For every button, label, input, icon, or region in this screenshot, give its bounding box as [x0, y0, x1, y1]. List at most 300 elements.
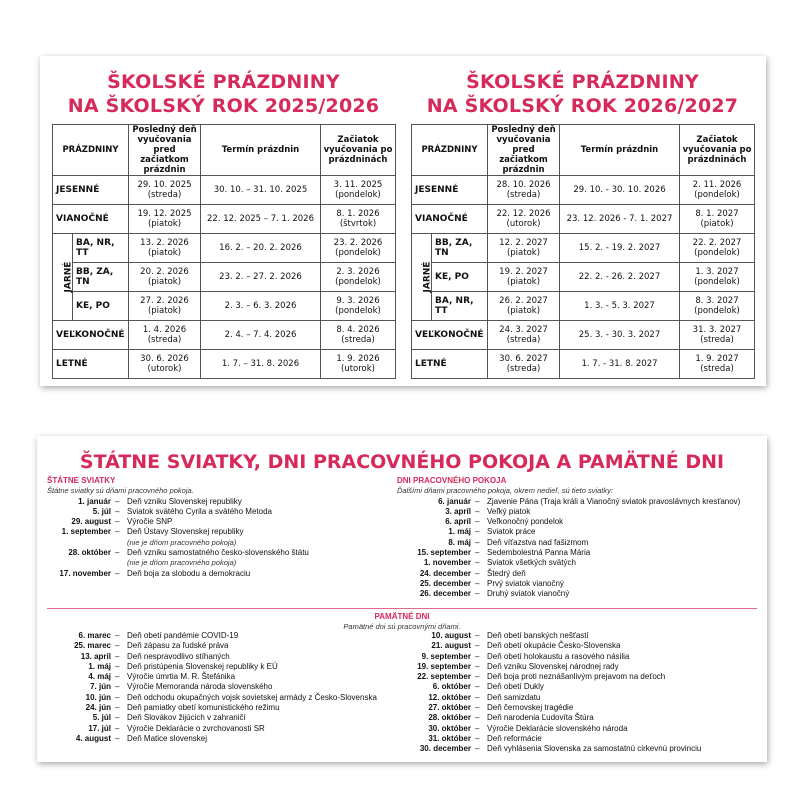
- item-date: 5. júl: [92, 713, 111, 723]
- start-cell: [680, 205, 755, 234]
- list-item: [397, 641, 763, 651]
- start-cell: [321, 176, 396, 205]
- item-description: Veľkonočný pondelok: [487, 517, 564, 527]
- item-date: 31. október: [428, 733, 471, 743]
- term-cell: 15. 2. - 19. 2. 2027: [560, 234, 680, 263]
- start-cell: [680, 263, 755, 292]
- school-year-block: [52, 70, 395, 379]
- start-weekday: (pondelok): [335, 248, 381, 258]
- spring-label-cell: [53, 234, 73, 321]
- list-item: [47, 507, 387, 517]
- item-dash: –: [115, 703, 120, 713]
- spring-label: JARNÉ: [422, 261, 433, 293]
- school-title-line1: ŠKOLSKÉ PRÁZDNINY: [466, 71, 699, 93]
- item-dash: –: [475, 713, 480, 723]
- header-cell: Termín prázdnin: [560, 125, 680, 176]
- list-item: [47, 693, 387, 703]
- start-date: 1. 9. 2026: [336, 354, 380, 364]
- last-day-weekday: (piatok): [147, 219, 182, 229]
- item-description: Deň vzniku Slovenskej republiky: [127, 496, 242, 506]
- list-item: [397, 507, 763, 517]
- last-day-date: 1. 4. 2026: [142, 325, 187, 335]
- last-day-date: 20. 2. 2026: [140, 267, 189, 277]
- row-label: VIANOČNÉ: [53, 205, 129, 234]
- start-cell: [680, 350, 755, 379]
- item-description: Deň reformácie: [487, 733, 542, 743]
- item-date: 3. apríl: [445, 506, 471, 516]
- item-text: [487, 744, 763, 754]
- list-item: [397, 724, 763, 734]
- item-date: 28. október: [428, 713, 471, 723]
- item-description: Deň vyhlásenia Slovenska za samostatnú cirkevnú provinciu: [487, 744, 702, 754]
- school-year-block: [411, 70, 754, 379]
- item-description: Deň obetí pandémie COVID-19: [127, 631, 239, 640]
- item-dash: –: [475, 506, 480, 516]
- item-dash: –: [115, 682, 120, 692]
- start-date: 3. 11. 2025: [333, 180, 383, 190]
- list-item: [47, 724, 387, 734]
- item-description: Deň vzniku Slovenskej národnej rady: [487, 661, 619, 671]
- start-weekday: (utorok): [341, 364, 375, 374]
- item-text: [127, 662, 387, 672]
- table-row: [53, 321, 396, 350]
- start-weekday: (pondelok): [335, 277, 381, 287]
- item-description: Deň víťazstva nad fašizmom: [487, 537, 589, 547]
- table-row: [412, 350, 755, 379]
- start-date: 8. 1. 2026: [336, 209, 380, 219]
- start-weekday: (pondelok): [335, 190, 381, 200]
- term-cell: 30. 10. – 31. 10. 2025: [201, 176, 321, 205]
- item-date: 1. máj: [448, 527, 471, 537]
- item-date: 1. január: [78, 496, 111, 506]
- table-row: [412, 321, 755, 350]
- item-description: Sedembolestná Panna Mária: [487, 548, 591, 558]
- last-day-date: 12. 2. 2027: [499, 238, 548, 248]
- start-weekday: (streda): [341, 335, 375, 345]
- item-description: Deň Matice slovenskej: [127, 733, 208, 743]
- list-item: [47, 569, 387, 579]
- region-label: KE, PO: [73, 292, 129, 321]
- list-item: [47, 662, 387, 672]
- school-title-line1: ŠKOLSKÉ PRÁZDNINY: [107, 71, 340, 93]
- item-dash: –: [115, 672, 120, 682]
- term-cell: 16. 2. – 20. 2. 2026: [201, 234, 321, 263]
- table-row: [412, 292, 755, 321]
- list-item: [47, 548, 387, 569]
- list-item: [397, 497, 763, 507]
- last-day-cell: [129, 263, 201, 292]
- table-row: [53, 263, 396, 292]
- item-text: [487, 641, 763, 651]
- item-date: 24. jún: [85, 703, 111, 713]
- region-label: BA, NR, TT: [432, 292, 488, 321]
- item-text: [127, 527, 387, 548]
- item-dash: –: [475, 548, 480, 558]
- last-day-cell: [129, 176, 201, 205]
- school-holidays-card: [40, 56, 766, 386]
- item-description: Štedrý deň: [487, 568, 526, 578]
- spring-label-cell: [412, 234, 432, 321]
- item-text: [127, 724, 387, 734]
- item-description: Deň pamiatky obetí komunistického režimu: [127, 703, 280, 713]
- list-item: [47, 517, 387, 527]
- item-date: 30. december: [419, 744, 471, 754]
- item-description: Deň samizdatu: [487, 692, 541, 702]
- item-date: 6. január: [438, 496, 471, 506]
- item-description: Deň zápasu za ľudské práva: [127, 641, 229, 651]
- item-subnote: (nie je dňom pracovného pokoja): [127, 558, 237, 568]
- item-text: [127, 682, 387, 692]
- start-date: 9. 3. 2026: [336, 296, 380, 306]
- last-day-date: 30. 6. 2027: [499, 354, 548, 364]
- start-cell: [680, 292, 755, 321]
- item-date: 28. október: [68, 548, 111, 558]
- item-dash: –: [115, 723, 120, 733]
- start-cell: [321, 205, 396, 234]
- item-description: Prvý sviatok vianočný: [487, 578, 564, 588]
- term-cell: 23. 2. – 27. 2. 2026: [201, 263, 321, 292]
- last-day-cell: [129, 321, 201, 350]
- last-day-date: 30. 6. 2026: [140, 354, 189, 364]
- item-date: 6. október: [432, 682, 471, 692]
- last-day-cell: [488, 350, 560, 379]
- item-dash: –: [115, 641, 120, 651]
- item-dash: –: [475, 744, 480, 754]
- item-date: 19. september: [417, 661, 471, 671]
- term-cell: 1. 7. - 31. 8. 2027: [560, 350, 680, 379]
- item-dash: –: [475, 527, 480, 537]
- item-description: Výročie Deklarácie slovenského národa: [487, 723, 628, 733]
- item-dash: –: [115, 506, 120, 516]
- list-item: [397, 703, 763, 713]
- header-cell: Začiatok vyučovania po prázdninách: [680, 125, 755, 176]
- item-date: 27. október: [428, 703, 471, 713]
- item-description: Druhý sviatok vianočný: [487, 589, 570, 599]
- last-day-cell: [488, 263, 560, 292]
- item-date: 6. marec: [78, 631, 111, 640]
- last-day-cell: [488, 321, 560, 350]
- item-text: [487, 497, 763, 507]
- memorial-days-right: [397, 631, 763, 755]
- item-text: [487, 693, 763, 703]
- item-description: Výročie Deklarácie o zvrchovanosti SR: [127, 723, 265, 733]
- list-item: [397, 517, 763, 527]
- item-dash: –: [115, 517, 120, 527]
- table-row: [412, 234, 755, 263]
- state-holidays-heading: ŠTÁTNE SVIATKY: [47, 476, 116, 485]
- last-day-weekday: (streda): [506, 190, 541, 200]
- start-weekday: (streda): [700, 364, 734, 374]
- region-label: BA, NR, TT: [73, 234, 129, 263]
- item-description: Deň boja proti neznášanlivým prejavom na deťoch: [487, 672, 666, 682]
- start-cell: [321, 234, 396, 263]
- row-label: LETNÉ: [412, 350, 488, 379]
- header-cell: Začiatok vyučovania po prázdninách: [321, 125, 396, 176]
- start-date: 8. 4. 2026: [336, 325, 380, 335]
- last-day-cell: [129, 350, 201, 379]
- item-description: Deň obetí holokaustu a rasového násilia: [487, 651, 630, 661]
- list-item: [397, 682, 763, 692]
- last-day-date: 26. 2. 2027: [499, 296, 548, 306]
- item-text: [487, 682, 763, 692]
- term-cell: 22. 2. - 26. 2. 2027: [560, 263, 680, 292]
- item-dash: –: [475, 692, 480, 702]
- item-description: Deň obetí Dukly: [487, 682, 544, 692]
- school-holidays-table: [411, 124, 755, 379]
- list-item: [397, 672, 763, 682]
- item-description: Deň Ústavy Slovenskej republiky: [127, 527, 244, 537]
- header-cell: PRÁZDNINY: [53, 125, 129, 176]
- last-day-weekday: (piatok): [147, 306, 182, 316]
- start-weekday: (pondelok): [335, 306, 381, 316]
- last-day-date: 19. 2. 2027: [499, 267, 548, 277]
- table-row: [53, 205, 396, 234]
- item-date: 4. máj: [88, 672, 111, 682]
- item-text: [127, 641, 387, 651]
- term-cell: 1. 3. - 5. 3. 2027: [560, 292, 680, 321]
- list-item: [397, 693, 763, 703]
- item-dash: –: [115, 692, 120, 702]
- list-item: [397, 631, 763, 641]
- item-text: [127, 693, 387, 703]
- item-date: 4. august: [75, 733, 111, 743]
- item-date: 12. október: [428, 692, 471, 702]
- list-item: [47, 631, 387, 641]
- table-row: [412, 205, 755, 234]
- item-date: 1. máj: [88, 661, 111, 671]
- start-cell: [321, 292, 396, 321]
- school-holidays-table: [52, 124, 396, 379]
- item-text: [487, 569, 763, 579]
- last-day-date: 29. 10. 2025: [137, 180, 192, 190]
- list-item: [397, 662, 763, 672]
- start-weekday: (pondelok): [694, 190, 740, 200]
- item-description: Výročie Memoranda národa slovenského: [127, 682, 273, 692]
- start-cell: [680, 321, 755, 350]
- region-label: KE, PO: [432, 263, 488, 292]
- item-description: Sviatok všetkých svätých: [487, 558, 576, 568]
- start-date: 22. 2. 2027: [692, 238, 742, 248]
- row-label: VEĽKONOČNÉ: [412, 321, 488, 350]
- start-date: 23. 2. 2026: [333, 238, 383, 248]
- item-text: [127, 517, 387, 527]
- list-item: [397, 548, 763, 558]
- item-description: Sviatok svätého Cyrila a svätého Metoda: [127, 506, 272, 516]
- item-date: 1. september: [61, 527, 111, 537]
- list-item: [47, 652, 387, 662]
- item-text: [127, 713, 387, 723]
- item-date: 5. júl: [92, 506, 111, 516]
- state-holidays-section: [47, 476, 387, 579]
- start-cell: [321, 350, 396, 379]
- item-description: Sviatok práce: [487, 527, 536, 537]
- memorial-days-heading: PAMÄTNÉ DNI: [374, 612, 430, 621]
- item-dash: –: [475, 672, 480, 682]
- item-dash: –: [115, 631, 120, 640]
- list-item: [47, 734, 387, 744]
- table-header-row: [412, 125, 755, 176]
- item-text: [127, 569, 387, 579]
- item-dash: –: [475, 631, 480, 640]
- start-cell: [321, 263, 396, 292]
- item-description: Deň boja za slobodu a demokraciu: [127, 568, 251, 578]
- term-cell: 2. 3. – 6. 3. 2026: [201, 292, 321, 321]
- item-description: Deň odchodu okupačných vojsk sovietskej armády z Česko-Slovenska: [127, 692, 377, 702]
- last-day-weekday: (streda): [147, 190, 182, 200]
- last-day-weekday: (streda): [147, 335, 182, 345]
- table-header-row: [53, 125, 396, 176]
- item-dash: –: [115, 733, 120, 743]
- last-day-cell: [129, 234, 201, 263]
- header-cell: PRÁZDNINY: [412, 125, 488, 176]
- item-text: [487, 579, 763, 589]
- row-label: VIANOČNÉ: [412, 205, 488, 234]
- item-date: 25. december: [419, 578, 471, 588]
- start-weekday: (pondelok): [694, 248, 740, 258]
- item-description: Výročie úmrtia M. R. Štefánika: [127, 672, 236, 682]
- table-row: [53, 176, 396, 205]
- item-date: 22. september: [417, 672, 471, 682]
- item-date: 7. jún: [90, 682, 111, 692]
- item-dash: –: [115, 568, 120, 578]
- list-item: [397, 579, 763, 589]
- memorial-days-header: [37, 612, 767, 633]
- item-dash: –: [475, 589, 480, 599]
- last-day-weekday: (piatok): [147, 248, 182, 258]
- memorial-days-left: [47, 631, 387, 744]
- item-dash: –: [475, 682, 480, 692]
- item-date: 29. august: [71, 517, 111, 527]
- header-cell: Posledný deň vyučovania pred začiatkom prázdnin: [488, 125, 560, 176]
- spring-label: JARNÉ: [63, 261, 74, 293]
- table-row: [412, 176, 755, 205]
- item-dash: –: [475, 733, 480, 743]
- list-item: [47, 641, 387, 651]
- item-dash: –: [475, 496, 480, 506]
- last-day-weekday: (streda): [506, 364, 541, 374]
- list-item: [47, 672, 387, 682]
- start-weekday: (štvrtok): [339, 219, 377, 229]
- item-dash: –: [475, 578, 480, 588]
- item-dash: –: [115, 661, 120, 671]
- last-day-weekday: (piatok): [506, 306, 541, 316]
- list-item: [397, 744, 763, 754]
- last-day-cell: [129, 205, 201, 234]
- item-date: 17. júl: [88, 723, 111, 733]
- list-item: [47, 713, 387, 723]
- item-dash: –: [475, 661, 480, 671]
- last-day-weekday: (utorok): [506, 219, 541, 229]
- term-cell: 23. 12. 2026 - 7. 1. 2027: [560, 205, 680, 234]
- start-weekday: (pondelok): [694, 306, 740, 316]
- item-text: [487, 538, 763, 548]
- divider: [47, 608, 757, 609]
- table-row: [53, 292, 396, 321]
- start-date: 1. 3. 2027: [695, 267, 739, 277]
- item-text: [127, 548, 387, 569]
- item-date: 30. október: [428, 723, 471, 733]
- item-text: [487, 734, 763, 744]
- term-cell: 1. 7. – 31. 8. 2026: [201, 350, 321, 379]
- list-item: [397, 734, 763, 744]
- item-description: Zjavenie Pána (Traja králi a Vianočný sviatok pravoslávnych kresťanov): [487, 496, 741, 506]
- list-item: [397, 713, 763, 723]
- list-item: [47, 682, 387, 692]
- list-item: [47, 527, 387, 548]
- item-subnote: (nie je dňom pracovného pokoja): [127, 537, 237, 547]
- region-label: BB, ZA, TN: [432, 234, 488, 263]
- holidays-title: ŠTÁTNE SVIATKY, DNI PRACOVNÉHO POKOJA A PAMÄTNÉ DNI: [79, 451, 725, 473]
- list-item: [397, 527, 763, 537]
- start-date: 8. 1. 2027: [695, 209, 739, 219]
- row-label: VEĽKONOČNÉ: [53, 321, 129, 350]
- item-dash: –: [475, 723, 480, 733]
- rest-days-section: [397, 476, 763, 600]
- state-holidays-note: Štátne sviatky sú dňami pracovného pokoja.: [47, 486, 194, 496]
- item-text: [127, 672, 387, 682]
- item-date: 17. november: [59, 568, 111, 578]
- start-date: 2. 3. 2026: [336, 267, 380, 277]
- last-day-cell: [488, 205, 560, 234]
- item-date: 21. august: [431, 641, 471, 651]
- item-dash: –: [475, 517, 480, 527]
- last-day-weekday: (piatok): [147, 277, 182, 287]
- list-item: [397, 589, 763, 599]
- start-date: 31. 3. 2027: [692, 325, 742, 335]
- item-text: [487, 517, 763, 527]
- item-dash: –: [475, 568, 480, 578]
- list-item: [397, 538, 763, 548]
- item-text: [487, 713, 763, 723]
- item-dash: –: [115, 651, 120, 661]
- item-description: Deň obetí okupácie Česko-Slovenska: [487, 641, 621, 651]
- item-date: 13. apríl: [80, 651, 111, 661]
- item-description: Deň pristúpenia Slovenskej republiky k EÚ: [127, 661, 278, 671]
- header-cell: Termín prázdnin: [201, 125, 321, 176]
- last-day-date: 22. 12. 2026: [496, 209, 551, 219]
- last-day-weekday: (piatok): [506, 248, 541, 258]
- item-text: [487, 631, 763, 641]
- item-text: [127, 497, 387, 507]
- item-text: [487, 662, 763, 672]
- item-dash: –: [115, 496, 120, 506]
- last-day-cell: [488, 234, 560, 263]
- last-day-date: 19. 12. 2025: [137, 209, 192, 219]
- row-label: JESENNÉ: [53, 176, 129, 205]
- last-day-cell: [129, 292, 201, 321]
- list-item: [47, 497, 387, 507]
- item-text: [127, 652, 387, 662]
- term-cell: 2. 4. – 7. 4. 2026: [201, 321, 321, 350]
- school-title: [52, 70, 395, 118]
- item-date: 26. december: [419, 589, 471, 599]
- public-holidays-card: [37, 436, 767, 762]
- item-date: 6. apríl: [445, 517, 471, 527]
- item-date: 10. august: [431, 631, 471, 640]
- start-cell: [680, 176, 755, 205]
- list-item: [397, 569, 763, 579]
- item-text: [487, 507, 763, 517]
- list-item: [397, 558, 763, 568]
- item-description: Deň Slovákov žijúcich v zahraničí: [127, 713, 246, 723]
- list-item: [397, 652, 763, 662]
- item-dash: –: [115, 713, 120, 723]
- last-day-cell: [488, 292, 560, 321]
- item-description: Výročie SNP: [127, 517, 173, 527]
- last-day-weekday: (streda): [506, 335, 541, 345]
- table-row: [53, 350, 396, 379]
- item-description: Deň vzniku samostatného česko-slovenského štátu: [127, 548, 309, 558]
